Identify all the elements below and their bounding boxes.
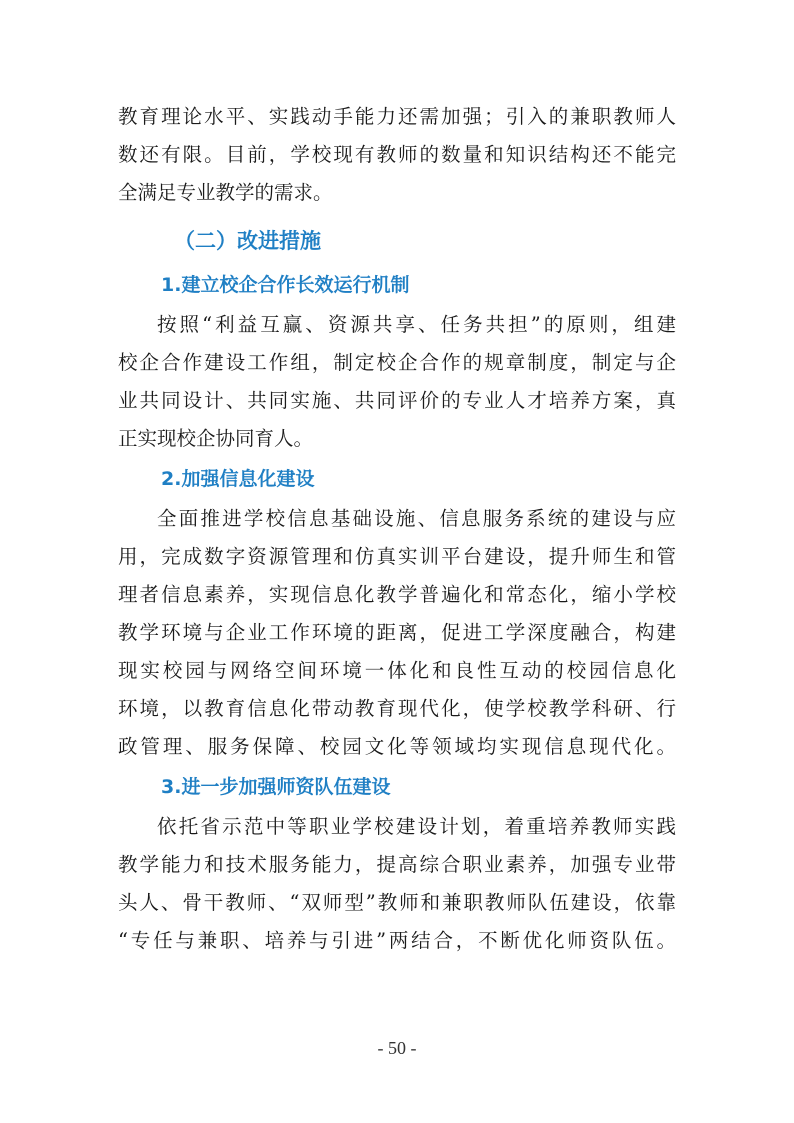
page-number: - 50 - bbox=[377, 1038, 417, 1058]
paragraph-line: 依托省示范中等职业学校建设计划，着重培养教师实践 bbox=[157, 815, 676, 838]
paragraph-line: 理者信息素养，实现信息化教学普遍化和常态化，缩小学校 bbox=[118, 583, 676, 606]
paragraph-line: “专任与兼职、培养与引进”两结合，不断优化师资队伍。 bbox=[118, 929, 676, 952]
paragraph-line: 按照“利益互赢、资源共享、任务共担”的原则，组建 bbox=[157, 313, 676, 336]
paragraph-line: 现实校园与网络空间环境一体化和良性互动的校园信息化 bbox=[118, 659, 676, 682]
item-1 bbox=[118, 264, 676, 458]
section-heading: （二）改进措施 bbox=[174, 229, 321, 253]
document-page bbox=[118, 98, 676, 960]
paragraph-line: 全面推进学校信息基础设施、信息服务系统的建设与应 bbox=[157, 507, 676, 530]
paragraph-line: 头人、骨干教师、“双师型”教师和兼职教师队伍建设，依靠 bbox=[118, 891, 676, 914]
subsection-heading: 1.建立校企合作长效运行机制 bbox=[161, 274, 410, 296]
paragraph-line: 政管理、服务保障、校园文化等领域均实现信息现代化。 bbox=[118, 735, 676, 758]
intro-paragraph bbox=[118, 98, 676, 212]
subsection-heading: 3.进一步加强师资队伍建设 bbox=[161, 776, 391, 798]
paragraph-line: 数还有限。目前，学校现有教师的数量和知识结构还不能完 bbox=[118, 143, 676, 166]
item-2 bbox=[118, 458, 676, 766]
paragraph-line: 业共同设计、共同实施、共同评价的专业人才培养方案，真 bbox=[118, 389, 676, 412]
item-3 bbox=[118, 766, 676, 960]
subsection-heading: 2.加强信息化建设 bbox=[161, 468, 315, 490]
item-1-paragraph bbox=[118, 306, 676, 458]
paragraph-line: 校企合作建设工作组，制定校企合作的规章制度，制定与企 bbox=[118, 351, 676, 374]
paragraph-line: 教育理论水平、实践动手能力还需加强；引入的兼职教师人 bbox=[118, 105, 676, 128]
paragraph-line: 用，完成数字资源管理和仿真实训平台建设，提升师生和管 bbox=[118, 545, 676, 568]
item-2-paragraph bbox=[118, 500, 676, 766]
paragraph-line: 全满足专业教学的需求。 bbox=[118, 181, 333, 204]
paragraph-line: 教学能力和技术服务能力，提高综合职业素养，加强专业带 bbox=[118, 853, 676, 876]
paragraph-line: 环境，以教育信息化带动教育现代化，使学校教学科研、行 bbox=[118, 697, 676, 720]
paragraph-line: 正实现校企协同育人。 bbox=[118, 427, 314, 450]
item-3-paragraph bbox=[118, 808, 676, 960]
paragraph-line: 教学环境与企业工作环境的距离，促进工学深度融合，构建 bbox=[118, 621, 676, 644]
